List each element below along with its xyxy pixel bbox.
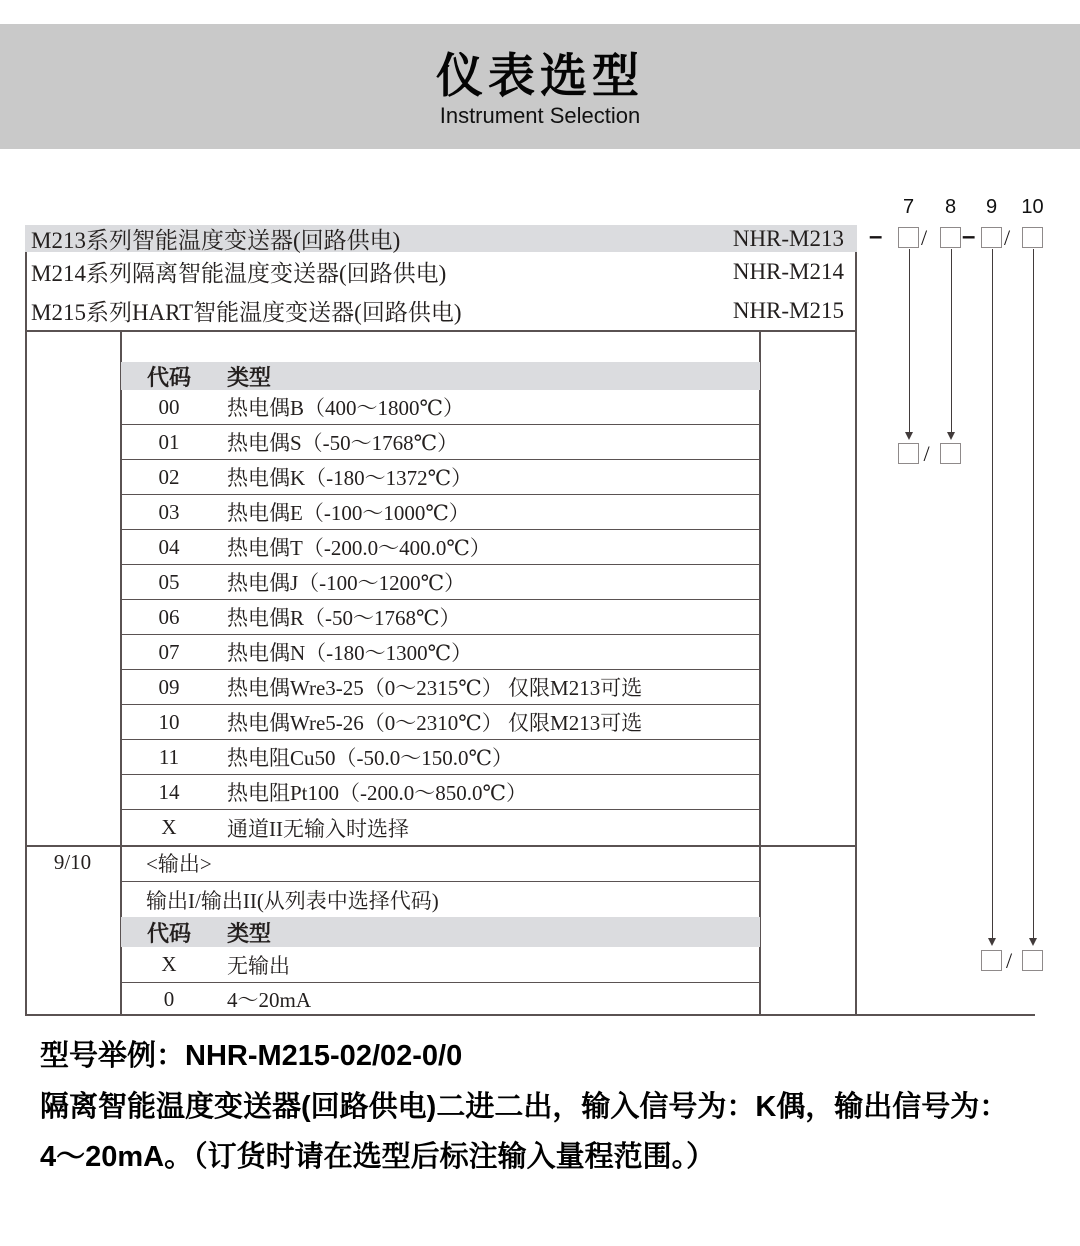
page-title: 仪表选型 xyxy=(436,49,644,102)
series-model-code: NHR-M215 xyxy=(732,297,844,323)
output-position-label: 9/10 xyxy=(53,850,92,874)
output-header-code: 代码 xyxy=(146,920,191,946)
input-table-row xyxy=(121,740,760,775)
input-table-code-cell: 01 xyxy=(158,429,180,454)
connector-line-8 xyxy=(951,249,952,432)
position-number-8: 8 xyxy=(944,196,957,218)
input-table-row xyxy=(121,670,760,705)
output-table-row xyxy=(121,983,760,1015)
series-row-nhr-m214 xyxy=(25,252,857,291)
position-number-10: 10 xyxy=(1021,196,1044,218)
input-table-type-cell: 热电偶Wre3-25（0～2315℃） 仅限M213可选 xyxy=(227,676,643,700)
output-section-subtitle-row xyxy=(121,882,760,917)
input-table-row xyxy=(121,775,760,810)
input-table-code-cell: 11 xyxy=(158,744,180,769)
input-table-type-cell: 通道II无输入时选择 xyxy=(227,816,409,841)
input-table-header xyxy=(121,362,760,390)
input-table-code-cell: 06 xyxy=(158,604,180,629)
series-row-nhr-m213 xyxy=(25,225,857,252)
example-model-line: 型号举例：NHR-M215-02/02-0/0 xyxy=(40,1040,463,1072)
code-box-7 xyxy=(898,227,919,248)
input-select-slash: / xyxy=(923,441,930,466)
input-table-row xyxy=(121,600,760,635)
slash-separator: / xyxy=(1004,225,1011,250)
input-table-type-cell: 热电阻Pt100（-200.0～850.0℃） xyxy=(227,781,527,805)
input-table-code-cell: 07 xyxy=(158,639,180,664)
input-header-type: 类型 xyxy=(227,364,272,390)
input-table-code-cell: X xyxy=(161,815,177,839)
input-table-type-cell: 热电偶E（-100～1000℃） xyxy=(227,501,470,525)
connector-line-9 xyxy=(992,249,993,938)
table-right-border xyxy=(855,252,857,1015)
output-table-type-cell: 4～20mA xyxy=(227,988,311,1012)
input-table-type-cell: 热电阻Cu50（-50.0～150.0℃） xyxy=(227,746,513,770)
output-select-slash: / xyxy=(1006,948,1013,973)
position-number-7: 7 xyxy=(902,196,915,218)
example-note-line: 4～20mA。（订货时请在选型后标注输入量程范围。） xyxy=(40,1141,716,1173)
input-table-type-cell: 热电偶B（400～1800℃） xyxy=(227,396,464,420)
dash-separator: – xyxy=(869,223,883,250)
input-table-row xyxy=(121,530,760,565)
output-table-row xyxy=(121,947,760,983)
title-banner xyxy=(0,24,1080,149)
input-table-row xyxy=(121,705,760,740)
input-table-row xyxy=(121,565,760,600)
output-select-box-b xyxy=(1022,950,1043,971)
input-table-code-cell: 10 xyxy=(158,709,180,734)
dash-separator: – xyxy=(962,223,976,250)
table-top-border xyxy=(25,330,857,332)
series-model-code: NHR-M214 xyxy=(732,258,844,284)
input-table-code-cell: 03 xyxy=(158,499,180,524)
input-table-code-cell: 04 xyxy=(158,534,180,559)
input-select-box-a xyxy=(898,443,919,464)
input-table-code-cell: 02 xyxy=(158,464,180,489)
arrowhead-9 xyxy=(988,938,996,946)
table-left-border xyxy=(25,252,27,1015)
input-table-code-cell: 05 xyxy=(158,569,180,594)
input-header-code: 代码 xyxy=(146,364,191,390)
connector-line-7 xyxy=(909,249,910,432)
input-table-row xyxy=(121,810,760,845)
output-select-box-a xyxy=(981,950,1002,971)
output-table-header xyxy=(121,917,760,947)
output-table-rows xyxy=(121,947,760,1015)
input-table-type-cell: 热电偶T（-200.0～400.0℃） xyxy=(227,536,491,560)
input-select-box-b xyxy=(940,443,961,464)
arrowhead-8 xyxy=(947,432,955,440)
page-subtitle: Instrument Selection xyxy=(439,102,641,128)
output-section-subtitle: 输出I/输出II(从列表中选择代码) xyxy=(146,888,439,913)
input-table-code-cell: 00 xyxy=(158,394,180,419)
input-table-code-cell: 14 xyxy=(158,779,180,804)
series-row-nhr-m215 xyxy=(25,291,857,330)
input-table-type-cell: 热电偶J（-100～1200℃） xyxy=(227,571,466,595)
input-table-code-cell: 09 xyxy=(158,674,180,699)
input-table-row xyxy=(121,495,760,530)
input-table-type-cell: 热电偶S（-50～1768℃） xyxy=(227,431,459,455)
connector-line-10 xyxy=(1033,249,1034,938)
code-box-10 xyxy=(1022,227,1043,248)
output-table-type-cell: 无输出 xyxy=(227,953,290,978)
series-label: M215系列HART智能温度变送器(回路供电) xyxy=(31,300,462,325)
code-box-8 xyxy=(940,227,961,248)
slash-separator: / xyxy=(921,225,928,250)
input-table-row xyxy=(121,460,760,495)
output-section-title-row xyxy=(121,845,760,882)
arrowhead-10 xyxy=(1029,938,1037,946)
arrowhead-7 xyxy=(905,432,913,440)
output-section-block xyxy=(121,845,760,917)
output-table-code-cell: 0 xyxy=(163,986,175,1011)
input-table-type-cell: 热电偶Wre5-26（0～2310℃） 仅限M213可选 xyxy=(227,711,643,735)
input-table-row xyxy=(121,635,760,670)
series-model-code: NHR-M213 xyxy=(732,225,844,251)
example-description-line: 隔离智能温度变送器(回路供电)二进二出，输入信号为：K偶，输出信号为： xyxy=(40,1091,1009,1123)
series-label: M214系列隔离智能温度变送器(回路供电) xyxy=(31,261,447,286)
code-box-9 xyxy=(981,227,1002,248)
input-table-row xyxy=(121,425,760,460)
input-table-rows xyxy=(121,390,760,845)
input-table-type-cell: 热电偶N（-180～1300℃） xyxy=(227,641,473,665)
output-table-code-cell: X xyxy=(161,952,177,976)
output-section-title: <输出> xyxy=(146,852,212,876)
input-table-type-cell: 热电偶K（-180～1372℃） xyxy=(227,466,473,490)
output-header-type: 类型 xyxy=(227,920,272,946)
input-table-row xyxy=(121,390,760,425)
position-number-9: 9 xyxy=(985,196,998,218)
input-table-type-cell: 热电偶R（-50～1768℃） xyxy=(227,606,461,630)
series-label: M213系列智能温度变送器(回路供电) xyxy=(31,228,401,253)
